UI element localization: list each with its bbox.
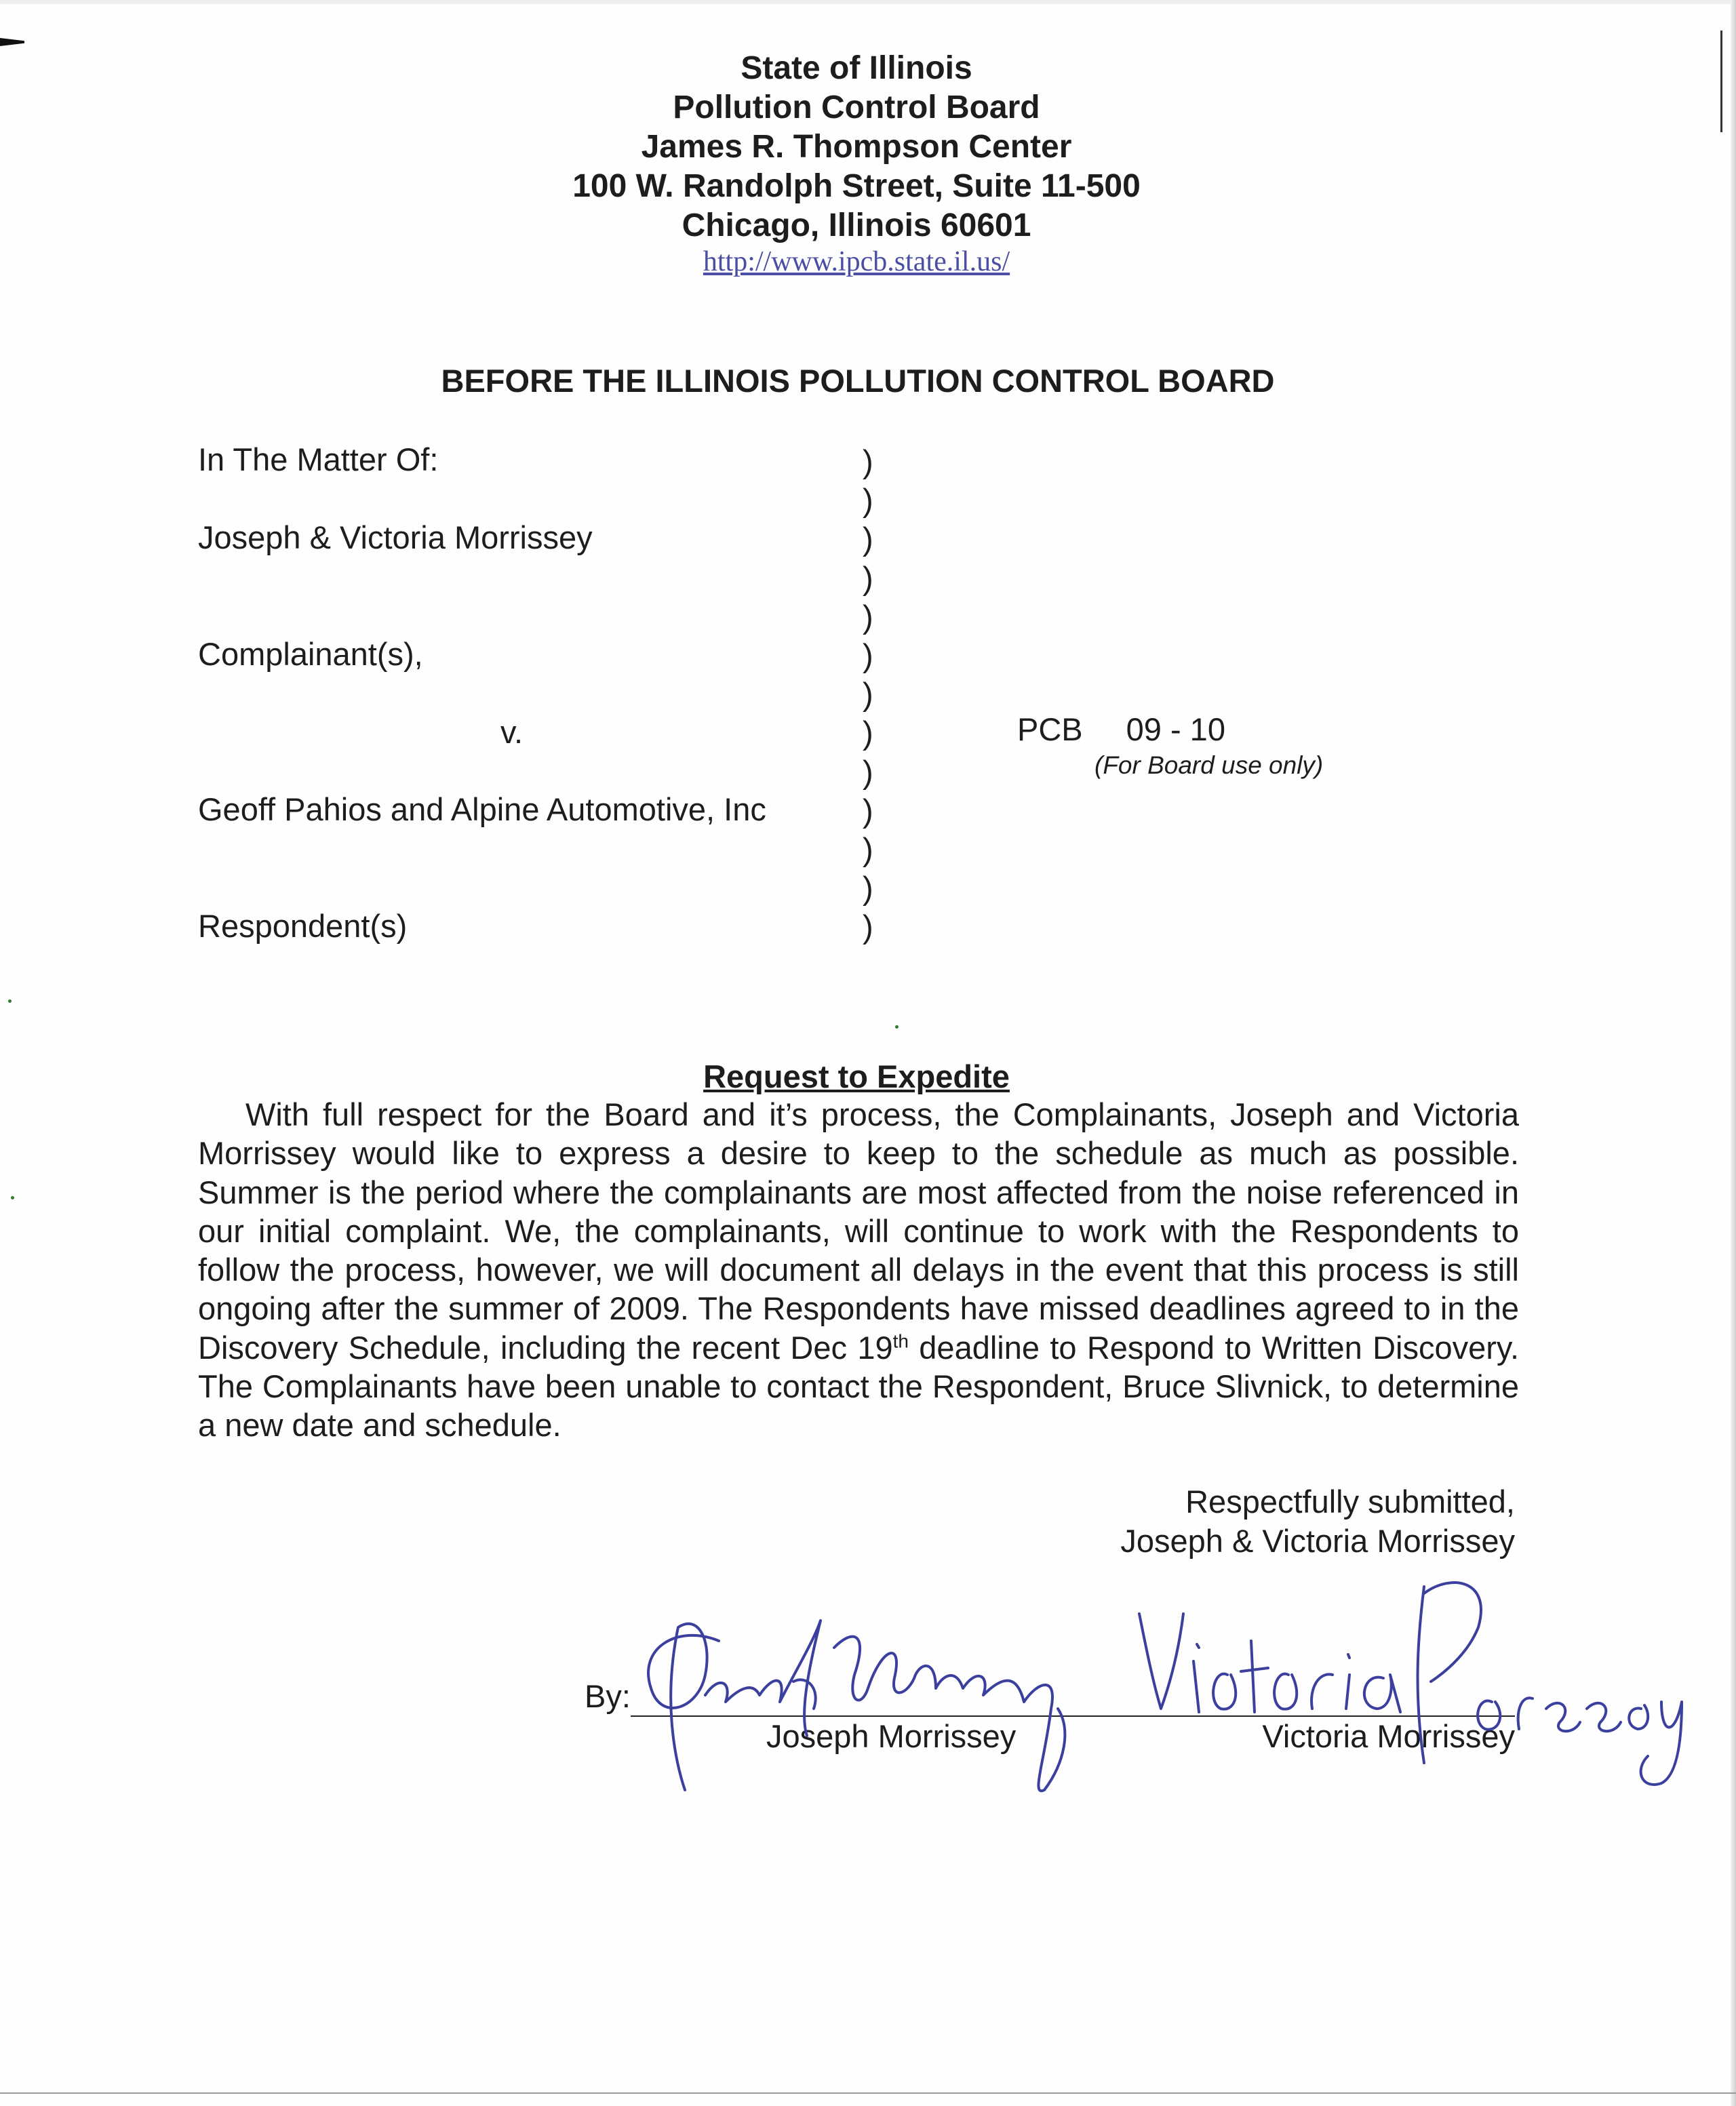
caption-parenthesis: )	[863, 598, 873, 635]
caption-parenthesis: )	[863, 870, 873, 907]
request-body	[198, 1095, 1519, 1445]
scan-edge-right	[1731, 0, 1736, 2106]
case-number	[1017, 711, 1225, 748]
respondents-label: Respondent(s)	[198, 908, 408, 944]
request-title: Request to Expedite	[703, 1058, 1010, 1094]
complainants-label: Complainant(s),	[198, 636, 423, 672]
board-use-note: (For Board use only)	[1094, 751, 1324, 779]
caption-parenthesis: )	[863, 715, 873, 751]
scan-edge-mark	[1720, 31, 1722, 132]
caption-parenthesis: )	[863, 831, 873, 868]
in-the-matter-label: In The Matter Of:	[198, 441, 439, 477]
letterhead	[0, 49, 1713, 245]
letterhead-line: Pollution Control Board	[673, 90, 1040, 125]
signature-joseph	[648, 1621, 1065, 1791]
caption-parenthesis: )	[863, 521, 873, 557]
caption-parenthesis-column	[863, 442, 883, 947]
signature-line	[631, 1715, 1515, 1717]
caption-parenthesis: )	[863, 909, 873, 945]
pcb-number: 09 - 10	[1126, 711, 1225, 747]
ordinal-suffix: th	[892, 1330, 909, 1352]
scan-speck	[895, 1025, 899, 1029]
request-body-text-end: deadline to Respond to Written Discovery. The Complainants have been unable to contact the Respondent, Bruce Slivnick, to determine a new date and schedule.	[198, 1329, 1519, 1444]
signer-name-victoria: Victoria Morrissey	[1262, 1718, 1515, 1754]
caption-parenthesis: )	[863, 792, 873, 829]
complainants-names: Joseph & Victoria Morrissey	[198, 519, 593, 555]
document-heading: BEFORE THE ILLINOIS POLLUTION CONTROL BOARD	[441, 363, 1275, 399]
letterhead-line: 100 W. Randolph Street, Suite 11-500	[572, 168, 1141, 204]
scan-speck	[11, 1196, 14, 1199]
scan-speck	[8, 999, 12, 1003]
closing-names: Joseph & Victoria Morrissey	[1120, 1523, 1515, 1559]
respondents-names: Geoff Pahios and Alpine Automotive, Inc	[198, 791, 766, 827]
letterhead-line: Chicago, Illinois 60601	[682, 207, 1031, 243]
closing-block	[1120, 1482, 1515, 1561]
scan-corner-mark	[0, 38, 24, 46]
caption-parenthesis: )	[863, 559, 873, 596]
caption-parenthesis: )	[863, 753, 873, 790]
caption-parenthesis: )	[863, 443, 873, 479]
caption-parenthesis: )	[863, 637, 873, 674]
caption-parenthesis: )	[863, 676, 873, 713]
request-body-text: With full respect for the Board and it’s process, the Complainants, Joseph and Victoria Morrissey would like to express a desire to keep to the schedule as much as possible. Summer is the period where the complainants are most affected from the noise referenced in our initial complaint. We, the complainants, will continue to work with the Respondents to follow the process, however, we will document all delays in the event that this process is still ongoing after the summer of 2009. The Respondents have missed deadlines agreed to in the Discovery Schedule, including the recent Dec 19	[198, 1096, 1519, 1366]
board-website-link[interactable]: http://www.ipcb.state.il.us/	[703, 246, 1010, 277]
pcb-label: PCB	[1017, 711, 1083, 747]
signer-name-joseph: Joseph Morrissey	[766, 1718, 1017, 1754]
by-label: By:	[585, 1678, 631, 1714]
letterhead-line: James R. Thompson Center	[641, 129, 1072, 165]
scan-edge-top	[0, 0, 1736, 4]
caption-parenthesis: )	[863, 482, 873, 519]
scan-bottom-line	[0, 2092, 1736, 2094]
letterhead-line: State of Illinois	[741, 50, 972, 86]
closing-salutation: Respectfully submitted,	[1185, 1484, 1515, 1519]
versus-label: v.	[500, 714, 524, 750]
